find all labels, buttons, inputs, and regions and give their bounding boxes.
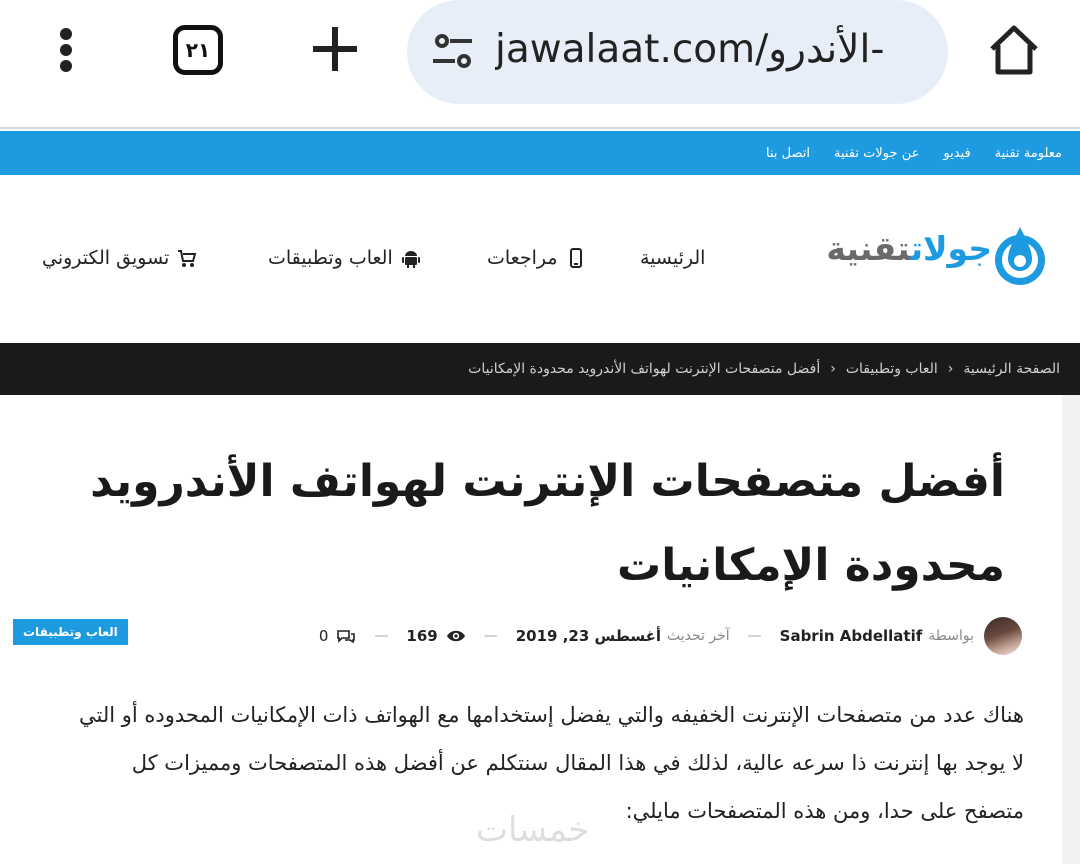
site-settings-icon[interactable] [429, 28, 477, 76]
by-label: بواسطة [928, 628, 974, 644]
nav-games-label: العاب وتطبيقات [268, 247, 393, 269]
eye-icon [446, 629, 466, 643]
top-link-about[interactable]: عن جولات تقنية [834, 145, 920, 161]
logo-text-part1: جولات [910, 229, 992, 268]
chevron-left-icon: ‹ [947, 361, 954, 377]
watermark: خمسات [476, 810, 590, 850]
page-gutter [1062, 395, 1080, 864]
nav-reviews[interactable] [487, 247, 586, 269]
nav-marketing-label: تسويق الكتروني [42, 247, 170, 269]
new-tab-icon[interactable] [308, 22, 362, 76]
android-icon [401, 248, 421, 268]
comments-icon[interactable] [336, 629, 356, 643]
logo-text [826, 229, 992, 268]
breadcrumb-current: أفضل متصفحات الإنترنت لهواتف الأندرويد محدودة الإمكانيات [468, 361, 821, 377]
breadcrumb-home-link[interactable]: الصفحة الرئيسية [963, 361, 1060, 377]
url-text: jawalaat.com/الأندرو- [495, 27, 885, 72]
meta-divider: — [374, 628, 389, 644]
home-icon[interactable] [986, 22, 1042, 78]
tab-switcher-button[interactable] [173, 25, 223, 75]
author-avatar[interactable] [984, 617, 1022, 655]
address-bar[interactable] [407, 0, 948, 104]
meta-divider: — [747, 628, 762, 644]
nav-home-label: الرئيسية [640, 247, 706, 269]
nav-e-marketing[interactable] [42, 247, 197, 269]
logo-text-part2: تقنية [826, 229, 911, 268]
article-title: أفضل متصفحات الإنترنت لهواتف الأندرويد محدودة الإمكانيات [90, 456, 1005, 591]
nav-games-apps[interactable] [268, 247, 421, 269]
nav-home[interactable] [640, 247, 705, 269]
breadcrumb-category-link[interactable]: العاب وتطبيقات [845, 361, 938, 377]
article-body: هناك عدد من متصفحات الإنترنت الخفيفه والتي يفضل إستخدامها مع الهواتف ذات الإمكانيات المحدوده أو التي لا يوجد بها إنترنت ذا سرعه عالية، لذلك في هذا المقال سنتكلم عن أفضل هذه المتصفحات ومميزات كل متصفح على حدا، ومن هذه المتصفحات مايلي: [79, 703, 1024, 823]
updated-label: آخر تحديث [666, 628, 730, 644]
updated-date: أغسطس 23, 2019 [515, 627, 661, 645]
breadcrumb [468, 343, 1060, 395]
article [0, 395, 1062, 864]
top-link-tech-info[interactable]: معلومة تقنية [994, 145, 1062, 161]
toolbar-divider [0, 127, 1080, 129]
cart-icon [177, 248, 197, 268]
view-count: 169 [406, 627, 438, 645]
tab-count-label: ٢١ [185, 38, 211, 62]
top-link-contact[interactable]: اتصل بنا [766, 145, 811, 161]
comment-count[interactable]: 0 [318, 627, 329, 645]
category-badge[interactable]: العاب وتطبيقات [13, 619, 128, 645]
phone-icon [566, 248, 586, 268]
top-link-video[interactable]: فيديو [943, 145, 971, 161]
chevron-left-icon: ‹ [830, 361, 836, 377]
water-drop-logo-icon [990, 223, 1050, 289]
menu-dots-icon[interactable] [52, 26, 80, 74]
breadcrumb-bar [0, 343, 1080, 395]
browser-toolbar [0, 0, 1080, 128]
meta-divider: — [483, 628, 498, 644]
site-logo[interactable] [818, 223, 1050, 291]
author-name[interactable]: Sabrin Abdellatif [779, 627, 923, 645]
top-links-bar [0, 131, 1080, 175]
nav-reviews-label: مراجعات [487, 247, 558, 269]
article-meta [319, 615, 1022, 657]
